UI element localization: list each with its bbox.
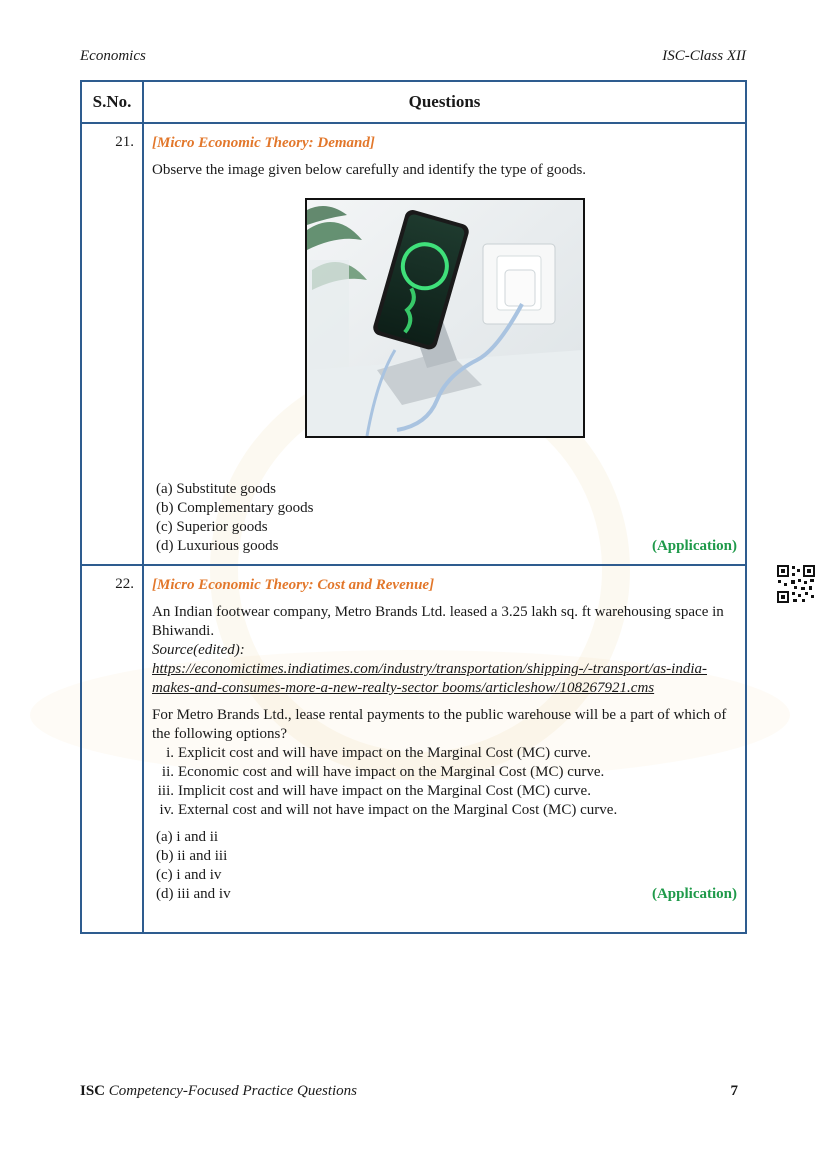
footer-title-group — [80, 1083, 357, 1100]
list-item — [156, 537, 737, 556]
option-b: (b) Complementary goods — [156, 500, 314, 516]
table-header-row — [81, 81, 746, 123]
source-label: Source(edited): — [152, 642, 245, 658]
list-item — [156, 885, 737, 904]
statement-text: Explicit cost and will have impact on the Marginal Cost (MC) curve. — [178, 745, 591, 761]
competency-level: (Application) — [651, 886, 737, 902]
image-container — [152, 198, 737, 438]
phone-charging-illustration — [307, 200, 583, 436]
list-item — [152, 763, 737, 782]
table-row — [81, 565, 746, 933]
qr-code-icon[interactable] — [776, 564, 816, 604]
options-list — [152, 828, 737, 904]
list-item — [156, 518, 737, 537]
competency-level: (Application) — [651, 538, 737, 554]
column-header-questions: Questions — [143, 81, 746, 123]
statement-text: External cost and will not have impact on the Marginal Cost (MC) curve. — [178, 802, 618, 818]
list-item — [156, 828, 737, 847]
options-list — [152, 480, 737, 556]
option-a: (a) Substitute goods — [156, 481, 276, 497]
list-item — [152, 801, 737, 820]
list-item — [156, 499, 737, 518]
list-item — [156, 866, 737, 885]
phone-charger-image — [305, 198, 585, 438]
questions-table — [80, 80, 747, 934]
header-subject: Economics — [80, 48, 146, 64]
footer-brand: ISC — [80, 1083, 106, 1099]
option-a: (a) i and ii — [156, 829, 219, 845]
source-link[interactable]: https://economictimes.indiatimes.com/industry/transportation/shipping-/-transport/as-india-makes-and-consumes-more-a-new-realty-sector booms/articleshow/108267921.cms — [152, 661, 707, 696]
list-item — [156, 480, 737, 499]
option-d: (d) Luxurious goods — [156, 538, 279, 554]
question-topic: [Micro Economic Theory: Cost and Revenue] — [152, 577, 435, 593]
option-c: (c) Superior goods — [156, 519, 268, 535]
list-item — [156, 847, 737, 866]
table-row — [81, 123, 746, 565]
question-text: For Metro Brands Ltd., lease rental payments to the public warehouse will be a part of which of the following options? — [152, 707, 727, 742]
question-number: 21. — [81, 123, 143, 565]
statement-numeral: iv. — [159, 802, 174, 818]
header-class: ISC-Class XII — [662, 48, 746, 64]
option-b: (b) ii and iii — [156, 848, 228, 864]
option-d: (d) iii and iv — [156, 886, 231, 902]
statement-text: Economic cost and will have impact on the Marginal Cost (MC) curve. — [178, 764, 605, 780]
statement-numeral: ii. — [161, 764, 174, 780]
question-body — [143, 123, 746, 565]
column-header-sno: S.No. — [81, 81, 143, 123]
statement-numeral: i. — [166, 745, 174, 761]
footer-title: Competency-Focused Practice Questions — [108, 1083, 358, 1099]
statement-numeral: iii. — [157, 783, 174, 799]
question-prompt: An Indian footwear company, Metro Brands Ltd. leased a 3.25 lakh sq. ft warehousing space in Bhiwandi. — [152, 604, 724, 639]
page-footer — [80, 1083, 738, 1100]
list-item — [152, 744, 737, 763]
question-prompt: Observe the image given below carefully and identify the type of goods. — [152, 162, 587, 178]
page-number: 7 — [730, 1083, 738, 1099]
question-body — [143, 565, 746, 933]
list-item — [152, 782, 737, 801]
statements-list — [152, 744, 737, 820]
question-number: 22. — [81, 565, 143, 933]
option-c: (c) i and iv — [156, 867, 222, 883]
statement-text: Implicit cost and will have impact on the Marginal Cost (MC) curve. — [178, 783, 591, 799]
question-topic: [Micro Economic Theory: Demand] — [152, 135, 375, 151]
